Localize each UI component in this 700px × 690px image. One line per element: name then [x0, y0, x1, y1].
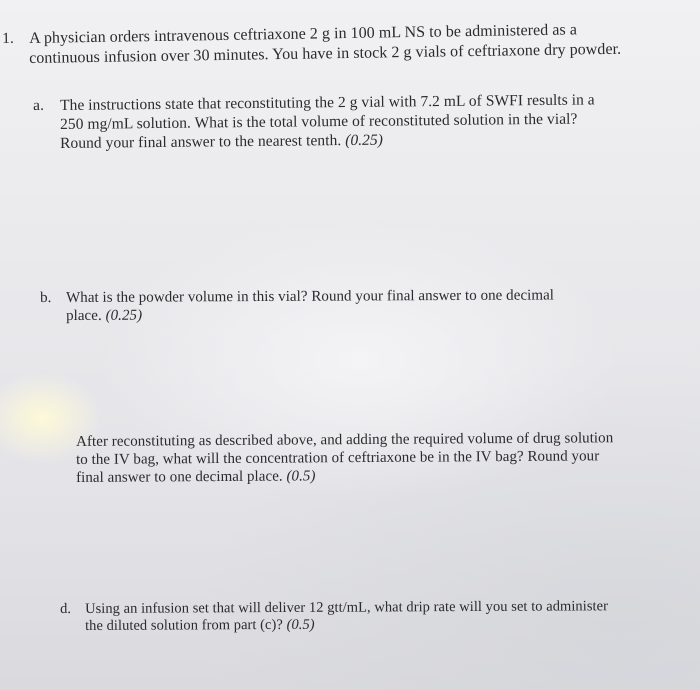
part-c-line-3: [76, 467, 316, 487]
part-a-letter: a.: [33, 96, 45, 114]
part-b-letter: b.: [40, 289, 52, 306]
part-d-line-1: Using an infusion set that will deliver 12 gtt/mL, what drip rate will you set to administer: [85, 598, 608, 617]
part-a-line-1: The instructions state that reconstituting the 2 g vial with 7.2 mL of SWFI results in a: [60, 91, 595, 114]
part-c-line-3-text: final answer to one decimal place.: [76, 468, 283, 486]
part-c-line-1: After reconstituting as described above, and adding the required volume of drug solution: [76, 430, 614, 450]
part-c-points: (0.5): [286, 468, 316, 485]
part-d-points: (0.5): [286, 616, 315, 633]
part-d-line-2-text: the diluted solution from part (c)?: [85, 616, 283, 634]
part-b-points: (0.25): [105, 307, 143, 324]
question-stem-line-1: A physician orders intravenous ceftriaxone 2 g in 100 mL NS to be administered as a: [29, 21, 578, 47]
part-d-line-2: [85, 616, 315, 635]
part-a-line-3: [60, 132, 383, 153]
part-b-line-2-text: place.: [66, 307, 102, 324]
part-a-line-3-text: Round your final answer to the nearest tenth.: [60, 132, 342, 152]
question-number: 1.: [2, 29, 14, 47]
part-a-points: (0.25): [345, 131, 384, 150]
part-b-line-1: What is the powder volume in this vial? Round your final answer to one decimal: [66, 287, 555, 306]
part-a-line-2: 250 mg/mL solution. What is the total volume of reconstituted solution in the vial?: [60, 110, 578, 133]
part-b-line-2: [66, 307, 142, 325]
part-c-line-2: to the IV bag, what will the concentration of ceftriaxone be in the IV bag? Round your: [76, 448, 600, 468]
part-d-letter: d.: [60, 600, 72, 617]
question-stem-line-2: continuous infusion over 30 minutes. You have in stock 2 g vials of ceftriaxone dry powder.: [29, 40, 622, 67]
